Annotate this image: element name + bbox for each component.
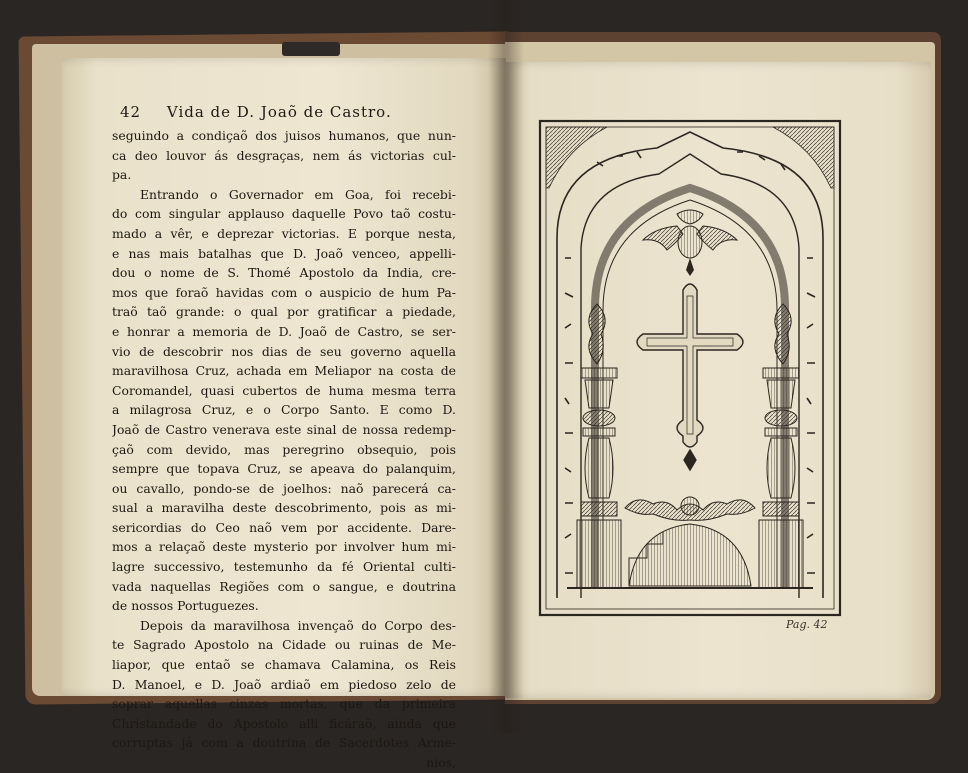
- cross-figure: [637, 284, 743, 470]
- text-line: sual a maravilha deste descobrimento, pois as mi-: [112, 500, 456, 516]
- text-line: vio de descobrir nos dias de seu governo aquella: [112, 343, 456, 359]
- text-line: soprar aquellas cinzas mortas, que da primeira: [112, 696, 456, 712]
- text-line: Entrando o Governador em Goa, foi recebi-: [140, 186, 456, 202]
- text-line: sericordias do Ceo naõ vem por accidente. Dare-: [112, 519, 456, 535]
- text-line: seguindo a condiçaõ dos juisos humanos, que nun-: [112, 128, 456, 143]
- text-line: e honrar a memoria de D. Joaõ de Castro, se ser-: [112, 323, 456, 339]
- text-line: e nas mais batalhas que D. Joaõ venceo, appelli-: [112, 245, 456, 261]
- page-number: 42: [120, 103, 142, 121]
- text-line: Coromandel, quasi cubertos de huma mesma terra: [112, 382, 456, 398]
- text-line: a milagrosa Cruz, e o Corpo Santo. E como D.: [112, 402, 456, 418]
- text-line: D. Manoel, e D. Joaõ ardiaõ em piedoso zelo de: [112, 676, 456, 692]
- text-line: liapor, que entaõ se chamava Calamina, os Reis: [112, 657, 456, 673]
- text-line: Depois da maravilhosa invençaõ do Corpo des-: [140, 617, 456, 633]
- engraving-plate: [537, 118, 843, 618]
- left-column: [577, 304, 621, 588]
- text-line: dou o nome de S. Thomé Apostolo da India, cre-: [112, 265, 456, 281]
- text-line: de nossos Portuguezes.: [112, 598, 259, 614]
- text-line: mos que foraõ havidas com o auspicio de hum Pa-: [112, 284, 456, 300]
- page-header: [120, 103, 460, 127]
- text-line: Christandade do Apostolo alli ficáraõ, ainda que: [112, 715, 456, 731]
- text-line: ou cavallo, pondo-se de joelhos: naõ parecerá ca-: [112, 480, 456, 496]
- text-line: sempre que topava Cruz, se apeava do palanquim,: [112, 461, 456, 477]
- book-clip: [282, 42, 340, 56]
- text-line: mado a vêr, e deprezar victorias. E porque nesta,: [112, 225, 456, 241]
- text-line: ca deo louvor ás desgraças, nem ás victorias cul-: [112, 147, 456, 163]
- base-ornament: [625, 497, 755, 586]
- text-line: çaõ com devido, mas peregrino obsequio, pois: [112, 441, 456, 457]
- text-line: traõ taõ grande: o qual por gratificar a piedade,: [112, 304, 456, 320]
- text-line: lagre successivo, testemunho da fé Oriental culti-: [112, 559, 456, 575]
- running-head: Vida de D. Joaõ de Castro.: [166, 103, 392, 121]
- body-text: [112, 126, 456, 773]
- text-line: vada naquellas Regiões com o sangue, e doutrina: [112, 578, 456, 594]
- text-line: nios,: [426, 755, 456, 770]
- plate-caption: Pag. 42: [786, 618, 828, 631]
- text-line: mos a relaçaõ deste mysterio por involver hum mi-: [112, 539, 456, 555]
- text-line: pa.: [112, 167, 132, 183]
- book-spine: [488, 0, 524, 733]
- text-line: maravilhosa Cruz, achada em Meliapor na costa de: [112, 363, 456, 379]
- right-column: [759, 304, 803, 588]
- text-line: te Sagrado Apostolo na Cidade ou ruinas de Me-: [112, 637, 456, 653]
- dove-figure: [643, 210, 737, 276]
- text-line: corruptas já com a doutrina de Sacerdotes Arme-: [112, 735, 456, 751]
- text-line: do com singular applauso daquelle Povo taõ costu-: [112, 206, 456, 222]
- text-line: Joaõ de Castro venerava este sinal de nossa redemp-: [112, 421, 456, 437]
